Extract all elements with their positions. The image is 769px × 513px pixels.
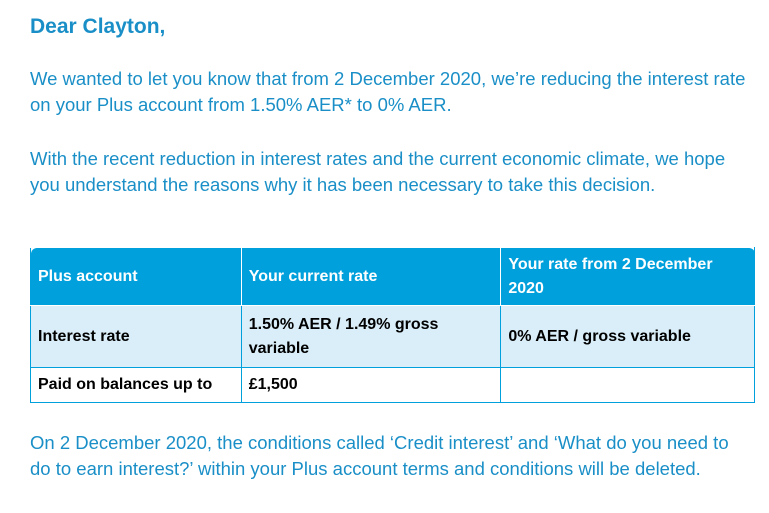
rate-table: [30, 247, 755, 403]
paragraph-reason: With the recent reduction in interest rates and the current economic climate, we hope you understand the reasons why it has been necessary to take this decision.: [30, 148, 726, 195]
cell-interest-rate-label: Interest rate: [31, 306, 242, 368]
cell-balance-new: [501, 368, 755, 403]
table-header-row: [31, 248, 755, 306]
header-current-rate: Your current rate: [241, 248, 501, 306]
header-plus-account: Plus account: [31, 248, 242, 306]
paragraph-rate-change: We wanted to let you know that from 2 December 2020, we’re reducing the interest rate on your Plus account from 1.50% AER* to 0% AER.: [30, 68, 746, 115]
table-row: [31, 368, 755, 403]
paragraph-conditions: On 2 December 2020, the conditions called ‘Credit interest’ and ‘What do you need to do to earn interest?’ within your Plus account terms and conditions will be deleted.: [30, 432, 729, 479]
cell-current-rate: 1.50% AER / 1.49% gross variable: [241, 306, 501, 368]
cell-balance-limit: £1,500: [241, 368, 501, 403]
greeting: Dear Clayton,: [30, 15, 166, 38]
cell-new-rate: 0% AER / gross variable: [501, 306, 755, 368]
table-row: [31, 306, 755, 368]
cell-balance-label: Paid on balances up to: [31, 368, 242, 403]
header-new-rate: Your rate from 2 December 2020: [501, 248, 755, 306]
